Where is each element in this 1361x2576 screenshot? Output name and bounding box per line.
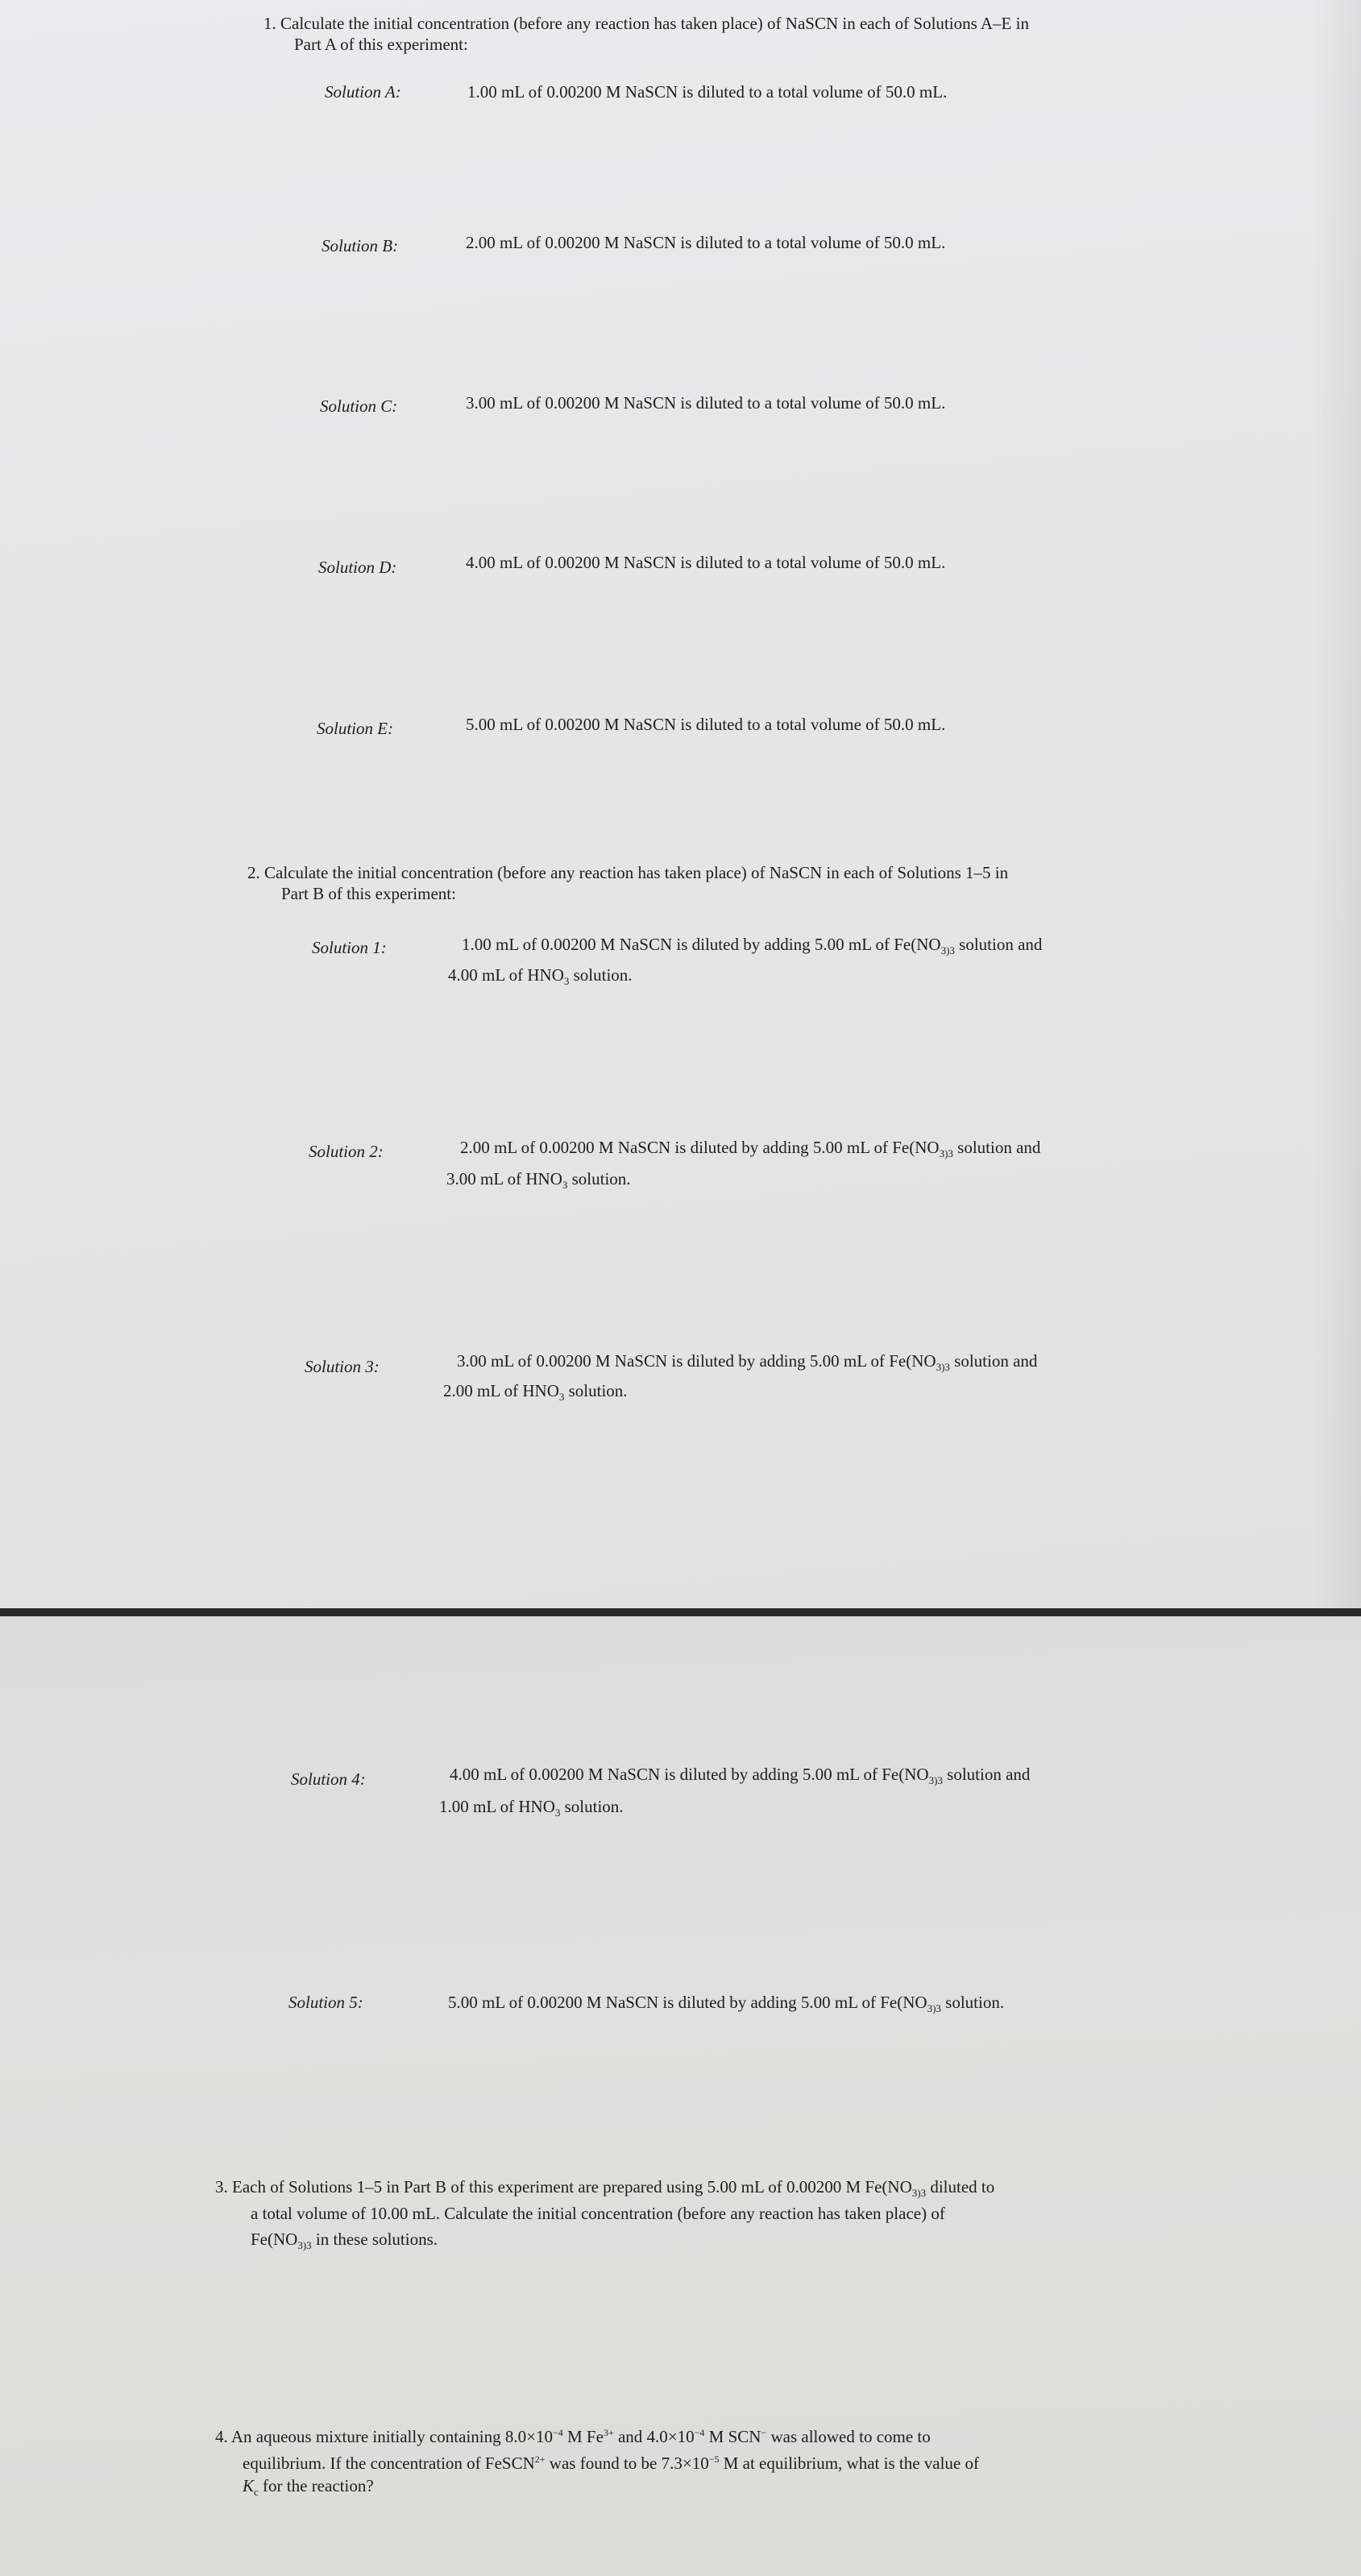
q2-intro-line1: 2. Calculate the initial concentration (before any reaction has taken place) of NaSCN in each of Solutions 1–5 in xyxy=(247,863,1009,882)
solution-e-label: Solution E: xyxy=(317,719,394,738)
solution-5-line1: 5.00 mL of 0.00200 M NaSCN is diluted by adding 5.00 mL of $Fe(NO_{3)3}$ solution. xyxy=(448,1993,1005,2014)
q4-line2: equilibrium. If the concentration of FeSCN$^{2+}$ was found to be $7.3\times 10^{-5}$ M at equilibrium, what is the value of xyxy=(243,2454,980,2473)
solution-3-line2: 2.00 mL of $HNO_3$ solution. xyxy=(443,1381,628,1403)
solution-2-label: Solution 2: xyxy=(309,1142,384,1161)
q1-intro-line2: Part A of this experiment: xyxy=(294,35,468,54)
solution-3-label: Solution 3: xyxy=(305,1357,380,1376)
solution-4-label: Solution 4: xyxy=(291,1769,366,1789)
solution-3-line1: 3.00 mL of 0.00200 M NaSCN is diluted by adding 5.00 mL of $Fe(NO_{3)3}$ solution and xyxy=(457,1351,1038,1373)
q4-line1: 4. An aqueous mixture initially containing $8.0\times 10^{-4}$ M $Fe^{3+}$ and $4.0\times 10^{-4}$ M SCN− was allowed to come to xyxy=(215,2427,931,2446)
solution-c-text: 3.00 mL of 0.00200 M NaSCN is diluted to a total volume of 50.0 mL. xyxy=(466,393,946,413)
q4-line3: $K_c$ for the reaction? xyxy=(243,2476,374,2498)
page-edge-shadow xyxy=(1313,0,1361,1608)
solution-a-label: Solution A: xyxy=(325,82,401,102)
solution-1-line2: 4.00 mL of $HNO_3$ solution. xyxy=(448,965,633,987)
solution-c-label: Solution C: xyxy=(320,396,398,416)
solution-d-text: 4.00 mL of 0.00200 M NaSCN is diluted to a total volume of 50.0 mL. xyxy=(466,553,946,572)
worksheet-page-bottom xyxy=(0,1616,1361,2576)
solution-2-line2: 3.00 mL of $HNO_3$ solution. xyxy=(446,1169,631,1191)
q2-intro-line2: Part B of this experiment: xyxy=(281,884,456,903)
solution-b-text: 2.00 mL of 0.00200 M NaSCN is diluted to a total volume of 50.0 mL. xyxy=(466,233,946,252)
solution-b-label: Solution B: xyxy=(322,236,399,255)
solution-d-label: Solution D: xyxy=(318,558,397,577)
solution-5-label: Solution 5: xyxy=(288,1993,363,2012)
q3-line1: 3. Each of Solutions 1–5 in Part B of this experiment are prepared using 5.00 mL of 0.00200 M $Fe(NO_{3)3}$ diluted to xyxy=(215,2177,995,2199)
q3-line2: a total volume of 10.00 mL. Calculate the initial concentration (before any reaction has taken place) of xyxy=(251,2204,945,2223)
solution-4-line2: 1.00 mL of $HNO_3$ solution. xyxy=(439,1797,624,1819)
q1-intro-line1: 1. Calculate the initial concentration (before any reaction has taken place) of NaSCN in each of Solutions A–E in xyxy=(263,14,1029,33)
solution-1-label: Solution 1: xyxy=(312,938,387,957)
solution-1-line1: 1.00 mL of 0.00200 M NaSCN is diluted by adding 5.00 mL of $Fe(NO_{3)3}$ solution and xyxy=(462,935,1043,956)
solution-e-text: 5.00 mL of 0.00200 M NaSCN is diluted to a total volume of 50.0 mL. xyxy=(466,715,946,734)
q3-line3: $Fe(NO_{3)3}$ in these solutions. xyxy=(251,2230,438,2251)
solution-2-line1: 2.00 mL of 0.00200 M NaSCN is diluted by adding 5.00 mL of $Fe(NO_{3)3}$ solution and xyxy=(460,1138,1041,1159)
solution-a-text: 1.00 mL of 0.00200 M NaSCN is diluted to a total volume of 50.0 mL. xyxy=(467,82,948,102)
solution-4-line1: 4.00 mL of 0.00200 M NaSCN is diluted by adding 5.00 mL of $Fe(NO_{3)3}$ solution and xyxy=(450,1765,1031,1786)
